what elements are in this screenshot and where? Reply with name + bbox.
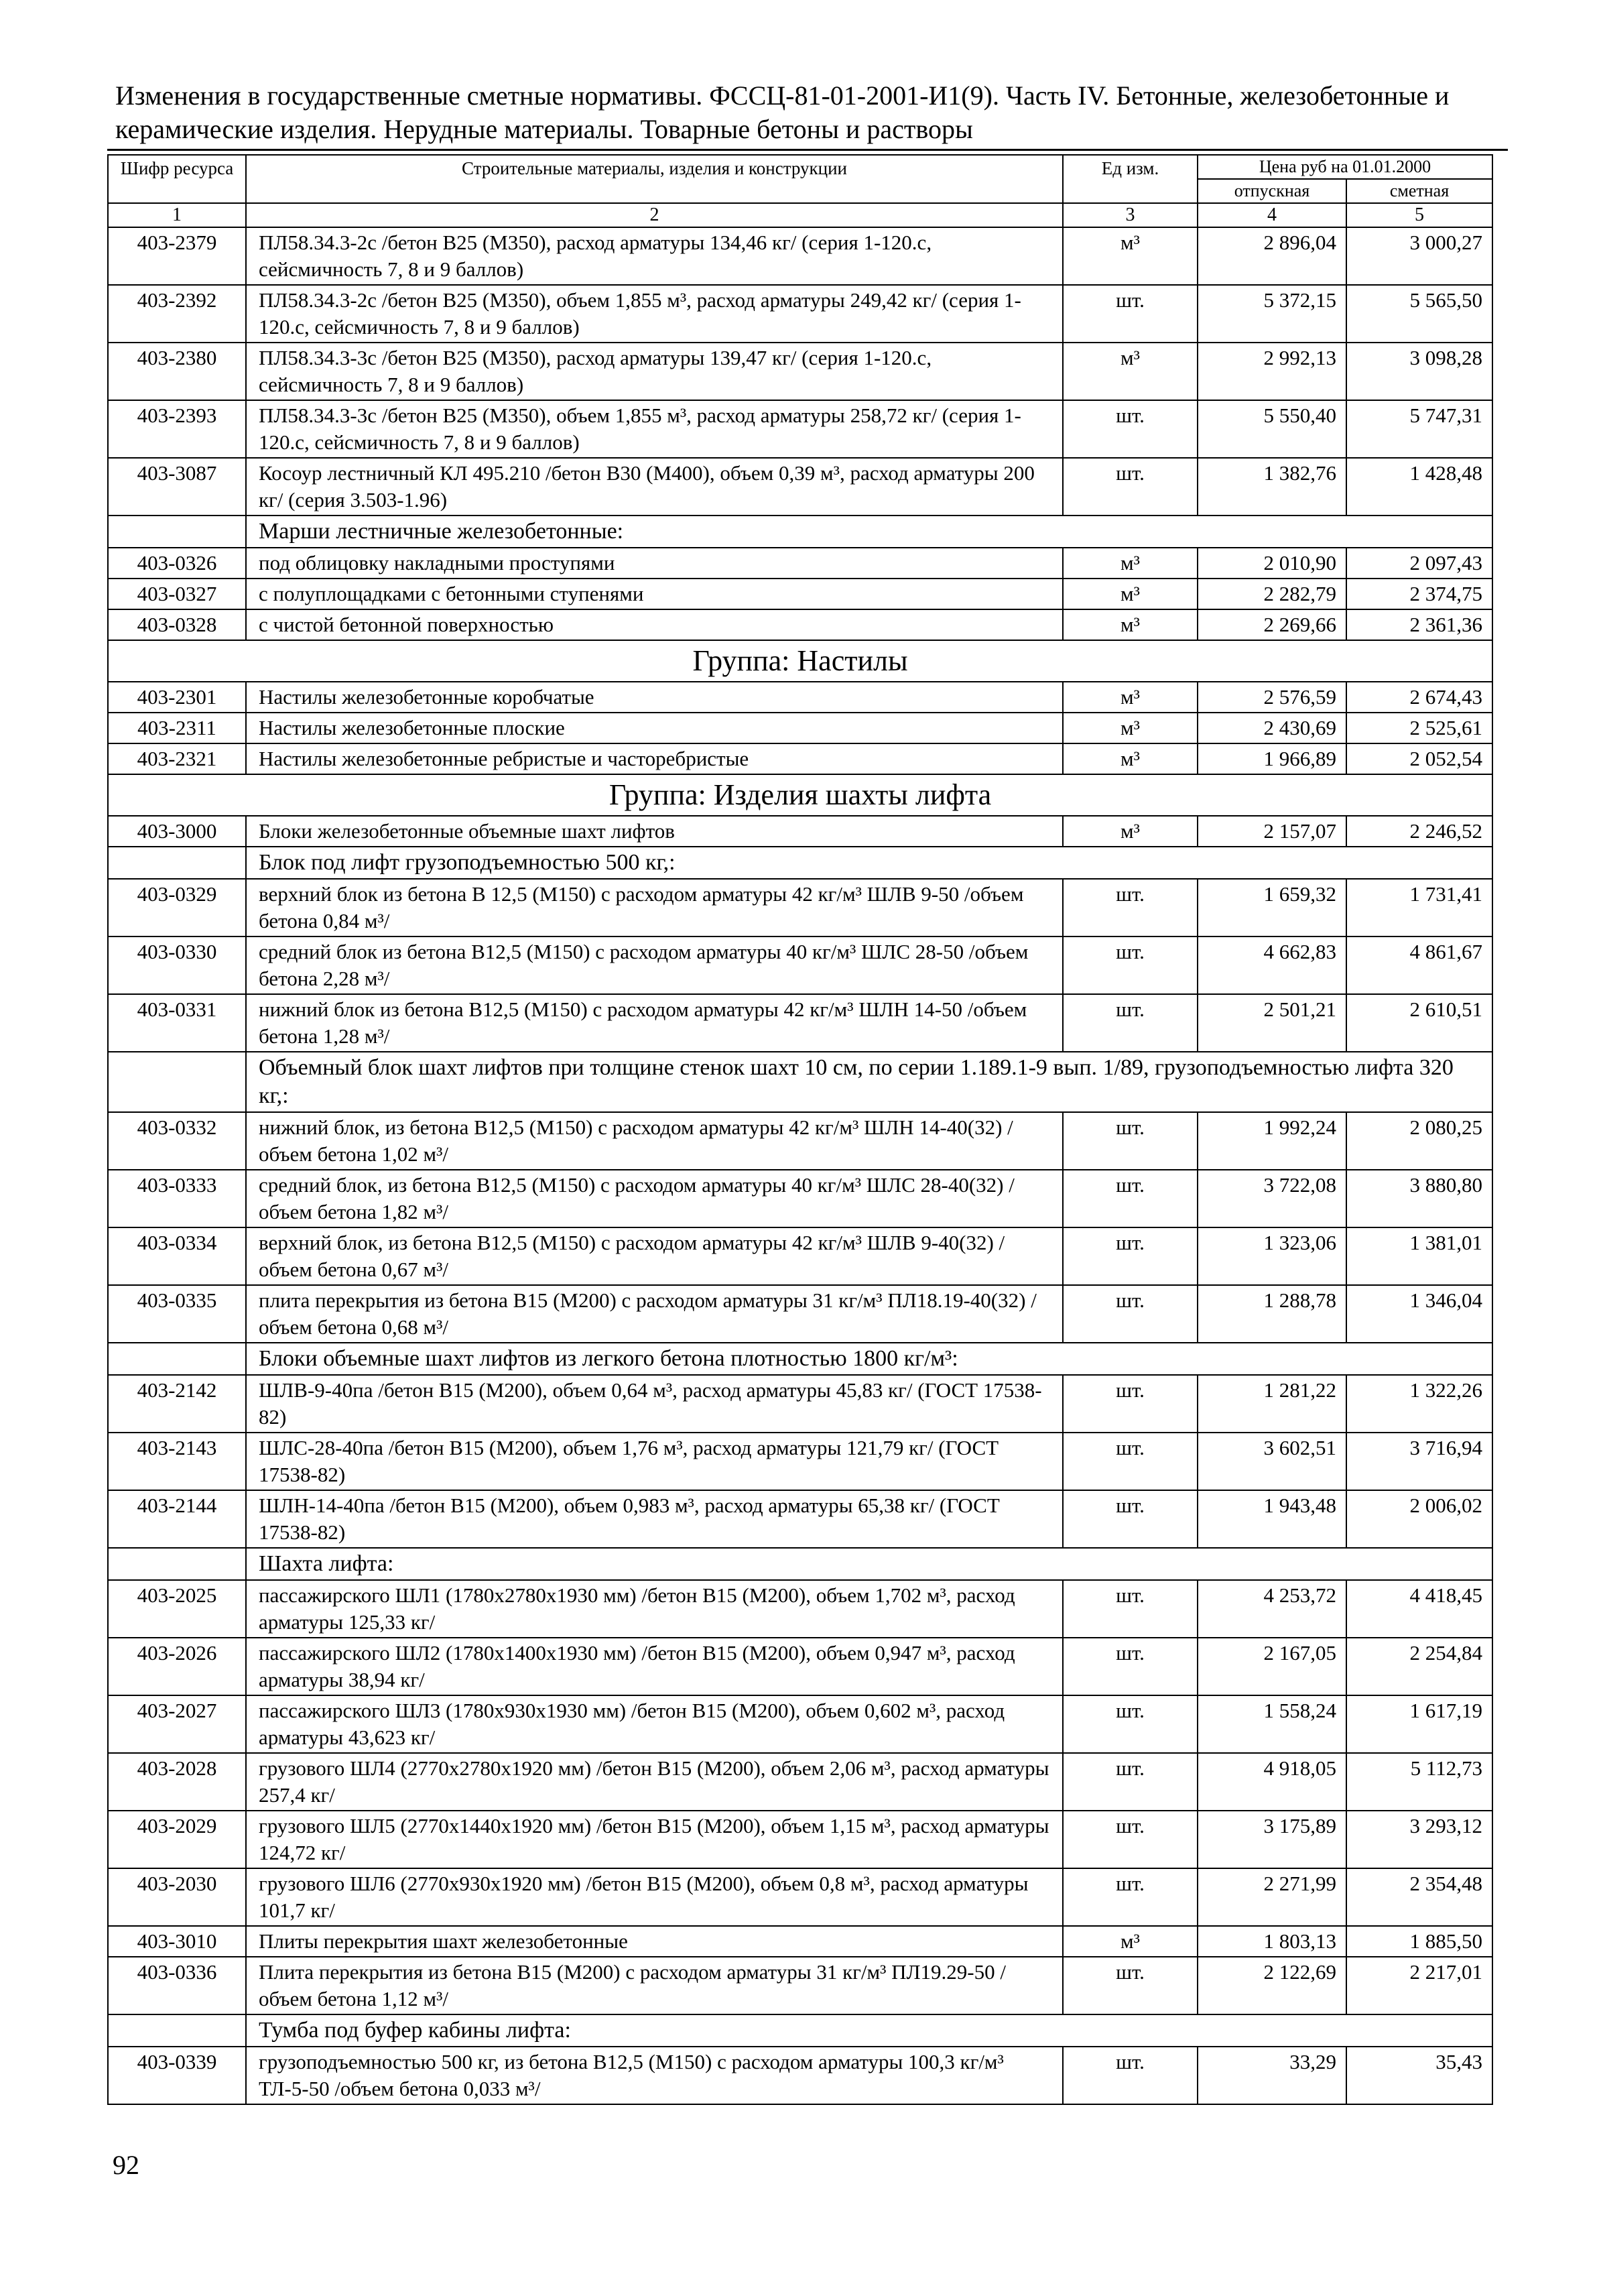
group-row bbox=[108, 774, 1492, 816]
release-price-cell: 3 602,51 bbox=[1198, 1433, 1346, 1490]
unit-cell: м³ bbox=[1063, 343, 1198, 400]
estimate-price-cell: 2 525,61 bbox=[1346, 713, 1492, 743]
resource-code-cell: 403-2030 bbox=[108, 1868, 246, 1926]
resource-code-cell: 403-0332 bbox=[108, 1112, 246, 1170]
unit-cell: м³ bbox=[1063, 713, 1198, 743]
unit-cell: м³ bbox=[1063, 743, 1198, 774]
resource-code-cell: 403-2025 bbox=[108, 1580, 246, 1638]
estimate-price-cell: 2 217,01 bbox=[1346, 1957, 1492, 2014]
material-name-cell: Настилы железобетонные плоские bbox=[246, 713, 1063, 743]
release-price-cell: 1 992,24 bbox=[1198, 1112, 1346, 1170]
resource-code-cell: 403-2143 bbox=[108, 1433, 246, 1490]
material-name-cell: ПЛ58.34.3-3с /бетон В25 (М350), объем 1,855 м³, расход арматуры 258,72 кг/ (серия 1-120.с, сейсмичность 7, 8 и 9 баллов) bbox=[246, 400, 1063, 458]
material-name-cell: Блоки железобетонные объемные шахт лифтов bbox=[246, 816, 1063, 847]
resource-code-cell: 403-0330 bbox=[108, 936, 246, 994]
group-row bbox=[108, 640, 1492, 682]
estimate-price-cell: 3 293,12 bbox=[1346, 1811, 1492, 1868]
unit-cell: шт. bbox=[1063, 1638, 1198, 1695]
table-row bbox=[108, 743, 1492, 774]
material-name-cell: ПЛ58.34.3-2с /бетон В25 (М350), расход арматуры 134,46 кг/ (серия 1-120.с, сейсмичность 7, 8 и 9 баллов) bbox=[246, 227, 1063, 285]
unit-cell: шт. bbox=[1063, 2047, 1198, 2104]
table-row bbox=[108, 1957, 1492, 2014]
material-name-cell: грузового ШЛ6 (2770х930х1920 мм) /бетон В15 (М200), объем 0,8 м³, расход арматуры 101,7 кг/ bbox=[246, 1868, 1063, 1926]
unit-cell: шт. bbox=[1063, 1375, 1198, 1433]
resource-code-cell: 403-0329 bbox=[108, 879, 246, 936]
section-title: Объемный блок шахт лифтов при толщине стенок шахт 10 см, по серии 1.189.1-9 вып. 1/89, грузоподъемностью лифта 320 кг,: bbox=[246, 1052, 1492, 1112]
column-index: 3 bbox=[1063, 203, 1198, 227]
material-name-cell: Настилы железобетонные коробчатые bbox=[246, 682, 1063, 713]
table-row bbox=[108, 458, 1492, 516]
estimate-price-cell: 3 716,94 bbox=[1346, 1433, 1492, 1490]
resource-code-cell: 403-0335 bbox=[108, 1285, 246, 1343]
release-price-cell: 1 943,48 bbox=[1198, 1490, 1346, 1548]
estimate-price-cell: 2 052,54 bbox=[1346, 743, 1492, 774]
column-index: 4 bbox=[1198, 203, 1346, 227]
release-price-cell: 1 966,89 bbox=[1198, 743, 1346, 774]
header-rule bbox=[107, 149, 1508, 151]
estimate-price-cell: 35,43 bbox=[1346, 2047, 1492, 2104]
table-row bbox=[108, 879, 1492, 936]
resource-code-cell: 403-2321 bbox=[108, 743, 246, 774]
group-title: Группа: Настилы bbox=[108, 640, 1492, 682]
col-release-header: отпускная bbox=[1198, 179, 1346, 203]
page-header: Изменения в государственные сметные нормативы. ФССЦ-81-01-2001-И1(9). Часть IV. Бетонные, железобетонные и керамические изделия. Нерудные материалы. Товарные бетоны и растворы bbox=[115, 80, 1450, 144]
table-row bbox=[108, 1753, 1492, 1811]
estimate-price-cell: 3 098,28 bbox=[1346, 343, 1492, 400]
release-price-cell: 2 010,90 bbox=[1198, 548, 1346, 579]
table-row bbox=[108, 1868, 1492, 1926]
unit-cell: м³ bbox=[1063, 1926, 1198, 1957]
unit-cell: шт. bbox=[1063, 1753, 1198, 1811]
section-title: Шахта лифта: bbox=[246, 1548, 1492, 1580]
resource-code-cell: 403-2028 bbox=[108, 1753, 246, 1811]
section-row bbox=[108, 2014, 1492, 2047]
table-row bbox=[108, 579, 1492, 609]
estimate-price-cell: 1 428,48 bbox=[1346, 458, 1492, 516]
release-price-cell: 2 896,04 bbox=[1198, 227, 1346, 285]
release-price-cell: 1 288,78 bbox=[1198, 1285, 1346, 1343]
unit-cell: шт. bbox=[1063, 1285, 1198, 1343]
section-title: Блок под лифт грузоподъемностью 500 кг,: bbox=[246, 847, 1492, 879]
resource-code-cell: 403-2301 bbox=[108, 682, 246, 713]
section-code-blank bbox=[108, 1548, 246, 1580]
release-price-cell: 1 382,76 bbox=[1198, 458, 1346, 516]
unit-cell: шт. bbox=[1063, 1112, 1198, 1170]
estimate-price-cell: 1 731,41 bbox=[1346, 879, 1492, 936]
section-code-blank bbox=[108, 516, 246, 548]
table-row bbox=[108, 1580, 1492, 1638]
release-price-cell: 4 662,83 bbox=[1198, 936, 1346, 994]
estimate-price-cell: 2 674,43 bbox=[1346, 682, 1492, 713]
release-price-cell: 4 918,05 bbox=[1198, 1753, 1346, 1811]
col-name-header: Строительные материалы, изделия и конструкции bbox=[246, 155, 1063, 203]
unit-cell: шт. bbox=[1063, 1811, 1198, 1868]
estimate-price-cell: 2 254,84 bbox=[1346, 1638, 1492, 1695]
table-row bbox=[108, 227, 1492, 285]
table-row bbox=[108, 609, 1492, 640]
group-title: Группа: Изделия шахты лифта bbox=[108, 774, 1492, 816]
resource-code-cell: 403-2142 bbox=[108, 1375, 246, 1433]
estimate-price-cell: 2 097,43 bbox=[1346, 548, 1492, 579]
table-row bbox=[108, 1375, 1492, 1433]
resource-code-cell: 403-2027 bbox=[108, 1695, 246, 1753]
material-name-cell: ШЛВ-9-40па /бетон В15 (М200), объем 0,64 м³, расход арматуры 45,83 кг/ (ГОСТ 17538-82) bbox=[246, 1375, 1063, 1433]
unit-cell: шт. bbox=[1063, 1868, 1198, 1926]
material-name-cell: ПЛ58.34.3-3с /бетон В25 (М350), расход арматуры 139,47 кг/ (серия 1-120.с, сейсмичность 7, 8 и 9 баллов) bbox=[246, 343, 1063, 400]
material-name-cell: пассажирского ШЛ3 (1780х930х1930 мм) /бетон В15 (М200), объем 0,602 м³, расход арматуры 43,623 кг/ bbox=[246, 1695, 1063, 1753]
table-row bbox=[108, 1490, 1492, 1548]
release-price-cell: 5 550,40 bbox=[1198, 400, 1346, 458]
table-row bbox=[108, 713, 1492, 743]
release-price-cell: 2 269,66 bbox=[1198, 609, 1346, 640]
unit-cell: шт. bbox=[1063, 285, 1198, 343]
unit-cell: шт. bbox=[1063, 1227, 1198, 1285]
estimate-price-cell: 3 880,80 bbox=[1346, 1170, 1492, 1227]
material-name-cell: Настилы железобетонные ребристые и часторебристые bbox=[246, 743, 1063, 774]
table-row bbox=[108, 682, 1492, 713]
table-row bbox=[108, 1811, 1492, 1868]
release-price-cell: 33,29 bbox=[1198, 2047, 1346, 2104]
table-head bbox=[108, 155, 1492, 227]
resource-code-cell: 403-2393 bbox=[108, 400, 246, 458]
price-table bbox=[107, 154, 1493, 2105]
material-name-cell: грузового ШЛ4 (2770х2780х1920 мм) /бетон В15 (М200), объем 2,06 м³, расход арматуры 257,4 кг/ bbox=[246, 1753, 1063, 1811]
resource-code-cell: 403-2392 bbox=[108, 285, 246, 343]
col-unit-header: Ед изм. bbox=[1063, 155, 1198, 203]
column-index: 2 bbox=[246, 203, 1063, 227]
release-price-cell: 1 558,24 bbox=[1198, 1695, 1346, 1753]
unit-cell: шт. bbox=[1063, 1957, 1198, 2014]
column-index: 1 bbox=[108, 203, 246, 227]
estimate-price-cell: 1 322,26 bbox=[1346, 1375, 1492, 1433]
release-price-cell: 3 722,08 bbox=[1198, 1170, 1346, 1227]
unit-cell: шт. bbox=[1063, 458, 1198, 516]
unit-cell: шт. bbox=[1063, 1170, 1198, 1227]
resource-code-cell: 403-2144 bbox=[108, 1490, 246, 1548]
table-row bbox=[108, 285, 1492, 343]
page-number: 92 bbox=[113, 2150, 139, 2180]
unit-cell: м³ bbox=[1063, 816, 1198, 847]
resource-code-cell: 403-0326 bbox=[108, 548, 246, 579]
material-name-cell: Косоур лестничный КЛ 495.210 /бетон В30 (М400), объем 0,39 м³, расход арматуры 200 кг/ (серия 3.503-1.96) bbox=[246, 458, 1063, 516]
estimate-price-cell: 5 112,73 bbox=[1346, 1753, 1492, 1811]
material-name-cell: грузового ШЛ5 (2770х1440х1920 мм) /бетон В15 (М200), объем 1,15 м³, расход арматуры 124,72 кг/ bbox=[246, 1811, 1063, 1868]
col-estimate-header: сметная bbox=[1346, 179, 1492, 203]
table-row bbox=[108, 1112, 1492, 1170]
table-row bbox=[108, 1170, 1492, 1227]
table-row bbox=[108, 1433, 1492, 1490]
table-row bbox=[108, 994, 1492, 1052]
material-name-cell: верхний блок из бетона В 12,5 (М150) с расходом арматуры 42 кг/м³ ШЛВ 9-50 /объем бетона 0,84 м³/ bbox=[246, 879, 1063, 936]
section-title: Тумба под буфер кабины лифта: bbox=[246, 2014, 1492, 2047]
unit-cell: шт. bbox=[1063, 1490, 1198, 1548]
estimate-price-cell: 5 747,31 bbox=[1346, 400, 1492, 458]
estimate-price-cell: 5 565,50 bbox=[1346, 285, 1492, 343]
material-name-cell: средний блок из бетона В12,5 (М150) с расходом арматуры 40 кг/м³ ШЛС 28-50 /объем бетона 2,28 м³/ bbox=[246, 936, 1063, 994]
material-name-cell: ШЛН-14-40па /бетон В15 (М200), объем 0,983 м³, расход арматуры 65,38 кг/ (ГОСТ 17538-82) bbox=[246, 1490, 1063, 1548]
material-name-cell: нижний блок из бетона В12,5 (М150) с расходом арматуры 42 кг/м³ ШЛН 14-50 /объем бетона 1,28 м³/ bbox=[246, 994, 1063, 1052]
release-price-cell: 2 167,05 bbox=[1198, 1638, 1346, 1695]
table-row bbox=[108, 816, 1492, 847]
unit-cell: шт. bbox=[1063, 994, 1198, 1052]
resource-code-cell: 403-0336 bbox=[108, 1957, 246, 2014]
resource-code-cell: 403-0331 bbox=[108, 994, 246, 1052]
material-name-cell: нижний блок, из бетона В12,5 (М150) с расходом арматуры 42 кг/м³ ШЛН 14-40(32) /объем бетона 1,02 м³/ bbox=[246, 1112, 1063, 1170]
release-price-cell: 2 157,07 bbox=[1198, 816, 1346, 847]
material-name-cell: пассажирского ШЛ1 (1780х2780х1930 мм) /бетон В15 (М200), объем 1,702 м³, расход арматуры 125,33 кг/ bbox=[246, 1580, 1063, 1638]
estimate-price-cell: 3 000,27 bbox=[1346, 227, 1492, 285]
material-name-cell: Плиты перекрытия шахт железобетонные bbox=[246, 1926, 1063, 1957]
section-code-blank bbox=[108, 1343, 246, 1375]
release-price-cell: 2 501,21 bbox=[1198, 994, 1346, 1052]
release-price-cell: 1 803,13 bbox=[1198, 1926, 1346, 1957]
section-title: Марши лестничные железобетонные: bbox=[246, 516, 1492, 548]
col-price-header: Цена руб на 01.01.2000 bbox=[1198, 155, 1492, 179]
table-row bbox=[108, 1285, 1492, 1343]
unit-cell: м³ bbox=[1063, 548, 1198, 579]
unit-cell: шт. bbox=[1063, 400, 1198, 458]
release-price-cell: 3 175,89 bbox=[1198, 1811, 1346, 1868]
resource-code-cell: 403-0328 bbox=[108, 609, 246, 640]
estimate-price-cell: 1 617,19 bbox=[1346, 1695, 1492, 1753]
estimate-price-cell: 2 246,52 bbox=[1346, 816, 1492, 847]
material-name-cell: Плита перекрытия из бетона В15 (М200) с расходом арматуры 31 кг/м³ ПЛ19.29-50 /объем бетона 1,12 м³/ bbox=[246, 1957, 1063, 2014]
estimate-price-cell: 1 885,50 bbox=[1346, 1926, 1492, 1957]
material-name-cell: верхний блок, из бетона В12,5 (М150) с расходом арматуры 42 кг/м³ ШЛВ 9-40(32) /объем бетона 0,67 м³/ bbox=[246, 1227, 1063, 1285]
table-row bbox=[108, 1695, 1492, 1753]
unit-cell: м³ bbox=[1063, 227, 1198, 285]
material-name-cell: под облицовку накладными проступями bbox=[246, 548, 1063, 579]
unit-cell: шт. bbox=[1063, 1695, 1198, 1753]
section-row bbox=[108, 847, 1492, 879]
section-row bbox=[108, 516, 1492, 548]
table-row bbox=[108, 400, 1492, 458]
unit-cell: шт. bbox=[1063, 1433, 1198, 1490]
resource-code-cell: 403-2029 bbox=[108, 1811, 246, 1868]
estimate-price-cell: 4 418,45 bbox=[1346, 1580, 1492, 1638]
resource-code-cell: 403-0339 bbox=[108, 2047, 246, 2104]
unit-cell: шт. bbox=[1063, 936, 1198, 994]
material-name-cell: грузоподъемностью 500 кг, из бетона В12,5 (М150) с расходом арматуры 100,3 кг/м³ ТЛ-5-50 /объем бетона 0,033 м³/ bbox=[246, 2047, 1063, 2104]
section-title: Блоки объемные шахт лифтов из легкого бетона плотностью 1800 кг/м³: bbox=[246, 1343, 1492, 1375]
col-code-header: Шифр ресурса bbox=[108, 155, 246, 203]
material-name-cell: с чистой бетонной поверхностью bbox=[246, 609, 1063, 640]
resource-code-cell: 403-0334 bbox=[108, 1227, 246, 1285]
unit-cell: м³ bbox=[1063, 609, 1198, 640]
section-row bbox=[108, 1052, 1492, 1112]
release-price-cell: 2 992,13 bbox=[1198, 343, 1346, 400]
material-name-cell: ШЛС-28-40па /бетон В15 (М200), объем 1,76 м³, расход арматуры 121,79 кг/ (ГОСТ 17538-82) bbox=[246, 1433, 1063, 1490]
release-price-cell: 2 282,79 bbox=[1198, 579, 1346, 609]
column-index: 5 bbox=[1346, 203, 1492, 227]
unit-cell: шт. bbox=[1063, 879, 1198, 936]
table-row bbox=[108, 2047, 1492, 2104]
unit-cell: шт. bbox=[1063, 1580, 1198, 1638]
resource-code-cell: 403-2379 bbox=[108, 227, 246, 285]
table-body bbox=[108, 227, 1492, 2104]
estimate-price-cell: 2 361,36 bbox=[1346, 609, 1492, 640]
estimate-price-cell: 2 080,25 bbox=[1346, 1112, 1492, 1170]
release-price-cell: 1 323,06 bbox=[1198, 1227, 1346, 1285]
section-code-blank bbox=[108, 2014, 246, 2047]
material-name-cell: средний блок, из бетона В12,5 (М150) с расходом арматуры 40 кг/м³ ШЛС 28-40(32) /объем бетона 1,82 м³/ bbox=[246, 1170, 1063, 1227]
table-row bbox=[108, 1926, 1492, 1957]
resource-code-cell: 403-2380 bbox=[108, 343, 246, 400]
estimate-price-cell: 2 610,51 bbox=[1346, 994, 1492, 1052]
resource-code-cell: 403-2026 bbox=[108, 1638, 246, 1695]
resource-code-cell: 403-0327 bbox=[108, 579, 246, 609]
unit-cell: м³ bbox=[1063, 682, 1198, 713]
resource-code-cell: 403-0333 bbox=[108, 1170, 246, 1227]
table-row bbox=[108, 1227, 1492, 1285]
material-name-cell: плита перекрытия из бетона В15 (М200) с расходом арматуры 31 кг/м³ ПЛ18.19-40(32) /объем бетона 0,68 м³/ bbox=[246, 1285, 1063, 1343]
material-name-cell: ПЛ58.34.3-2с /бетон В25 (М350), объем 1,855 м³, расход арматуры 249,42 кг/ (серия 1-120.с, сейсмичность 7, 8 и 9 баллов) bbox=[246, 285, 1063, 343]
section-row bbox=[108, 1343, 1492, 1375]
release-price-cell: 5 372,15 bbox=[1198, 285, 1346, 343]
section-code-blank bbox=[108, 847, 246, 879]
section-row bbox=[108, 1548, 1492, 1580]
resource-code-cell: 403-3000 bbox=[108, 816, 246, 847]
section-code-blank bbox=[108, 1052, 246, 1112]
release-price-cell: 2 430,69 bbox=[1198, 713, 1346, 743]
release-price-cell: 2 576,59 bbox=[1198, 682, 1346, 713]
table-row bbox=[108, 936, 1492, 994]
estimate-price-cell: 4 861,67 bbox=[1346, 936, 1492, 994]
estimate-price-cell: 1 381,01 bbox=[1346, 1227, 1492, 1285]
estimate-price-cell: 2 006,02 bbox=[1346, 1490, 1492, 1548]
table-row bbox=[108, 548, 1492, 579]
resource-code-cell: 403-3010 bbox=[108, 1926, 246, 1957]
release-price-cell: 1 659,32 bbox=[1198, 879, 1346, 936]
release-price-cell: 1 281,22 bbox=[1198, 1375, 1346, 1433]
material-name-cell: с полуплощадками с бетонными ступенями bbox=[246, 579, 1063, 609]
unit-cell: м³ bbox=[1063, 579, 1198, 609]
estimate-price-cell: 2 354,48 bbox=[1346, 1868, 1492, 1926]
material-name-cell: пассажирского ШЛ2 (1780х1400х1930 мм) /бетон В15 (М200), объем 0,947 м³, расход арматуры 38,94 кг/ bbox=[246, 1638, 1063, 1695]
table-row bbox=[108, 343, 1492, 400]
release-price-cell: 2 271,99 bbox=[1198, 1868, 1346, 1926]
release-price-cell: 4 253,72 bbox=[1198, 1580, 1346, 1638]
resource-code-cell: 403-3087 bbox=[108, 458, 246, 516]
release-price-cell: 2 122,69 bbox=[1198, 1957, 1346, 2014]
table-row bbox=[108, 1638, 1492, 1695]
resource-code-cell: 403-2311 bbox=[108, 713, 246, 743]
column-index-row bbox=[108, 203, 1492, 227]
estimate-price-cell: 1 346,04 bbox=[1346, 1285, 1492, 1343]
estimate-price-cell: 2 374,75 bbox=[1346, 579, 1492, 609]
